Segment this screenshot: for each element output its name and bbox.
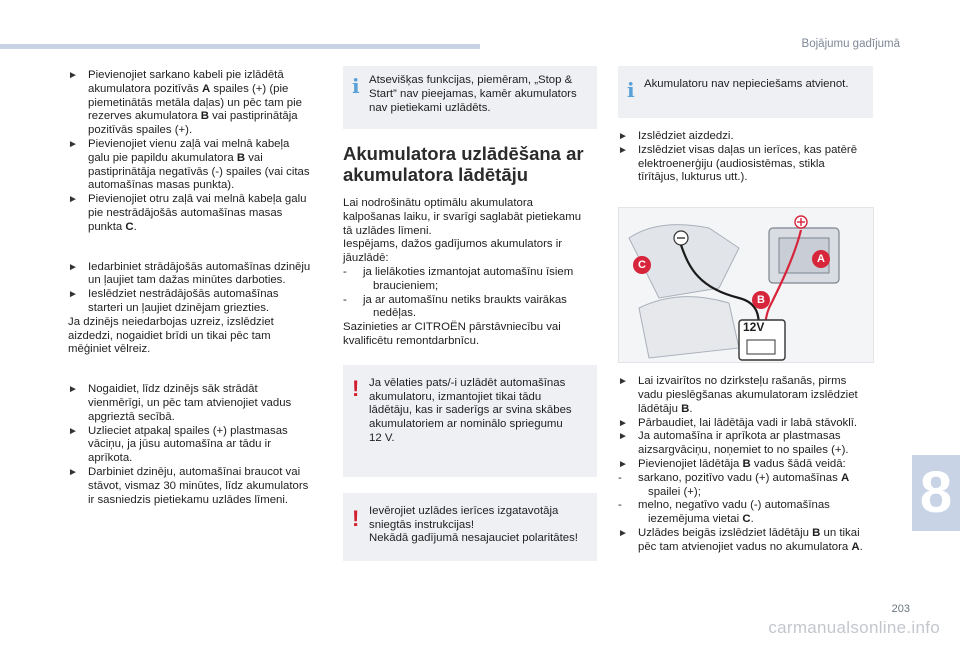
list-item: ► Lai izvairītos no dzirksteļu rašanās, pirms vadu pieslēgšanas akumulatoram izslēdziet lādētāju B.	[618, 375, 858, 415]
dash-icon: -	[618, 499, 622, 512]
list-item: - ja ar automašīnu netiks braukts vairākas nedēļas.	[343, 293, 567, 320]
list-item: ► Iedarbiniet strādājošās automašīnas dzinēju un ļaujiet tam dažas minūtes darboties.	[68, 260, 311, 287]
intro-paragraph: Lai nodrošinātu optimālu akumulatora kalpošanas laiku, ir svarīgi saglabāt pietiekamu tā uzlādes līmeni. Iespējams, dažos gadījumos akumulators ir jāuzlādē:	[343, 197, 582, 265]
section-heading: Akumulatora uzlādēšana ar akumulatora lādētāju	[343, 143, 584, 185]
list-item: ► Pievienojiet lādētāja B vadus šādā veidā: - sarkano, pozitīvo vadu (+) automašīnas A spailei (+); - melno, negatīvo vadu (-) automašīnas iezemējuma vietai C.	[618, 458, 873, 527]
dash-icon: -	[618, 471, 622, 484]
info-box-stop-start: i Atsevišķas funkcijas, piemēram, „Stop & Start” nav pieejamas, kamēr akumulators nav pietiekami uzlādēts.	[343, 66, 597, 129]
warning-box-polarity: ! Ievērojiet uzlādes ierīces izgatavotāja sniegtās instrukcijas! Nekādā gadījumā nesajauciet polaritātes!	[343, 493, 597, 561]
bullet-icon: ►	[618, 431, 628, 443]
section-title: Bojājumu gadījumā	[801, 38, 900, 50]
dash-icon: -	[343, 265, 347, 278]
page-number: 203	[891, 603, 910, 615]
bullet-icon: ►	[68, 425, 78, 437]
bullet-icon: ►	[68, 194, 78, 206]
chapter-tab: 8	[912, 455, 960, 531]
bullet-icon: ►	[68, 384, 78, 396]
dash-icon: -	[343, 293, 347, 306]
list-item: - melno, negatīvo vadu (-) automašīnas iezemējuma vietai C.	[618, 499, 830, 526]
list-item: - ja lielākoties izmantojat automašīnu īsiem braucieniem;	[343, 265, 574, 292]
column-left	[68, 69, 328, 507]
bullet-icon: ►	[618, 376, 628, 388]
list-item: ► Pievienojiet sarkano kabeli pie izlādētā akumulatora pozitīvās A spailes (+) (pie piemetinātās metāla daļas) un pēc tam pie rezerves akumulatora B vai pastiprinātāja pozitīvās spailes (+).	[68, 69, 303, 137]
contact-paragraph: Sazinieties ar CITROËN pārstāvniecību vai kvalificētu remontdarbnīcu.	[343, 321, 561, 347]
list-item: - sarkano, pozitīvo vadu (+) automašīnas A spailei (+);	[618, 471, 850, 498]
label-b-badge: B	[752, 291, 770, 309]
charger-voltage-label: 12V	[743, 320, 765, 335]
warning-icon: !	[352, 375, 360, 401]
bullet-icon: ►	[68, 70, 78, 81]
engine-bay-drawing	[619, 208, 874, 363]
bullet-icon: ►	[68, 261, 78, 273]
bullet-icon: ►	[618, 458, 628, 470]
list-item: ► Uzlādes beigās izslēdziet lādētāju B un tikai pēc tam atvienojiet vadus no akumulatora A.	[618, 526, 863, 553]
battery-charger-illustration	[618, 207, 874, 363]
list-item: ► Ieslēdziet nestrādājošās automašīnas starteri un ļaujiet dzinējam griezties.	[68, 288, 279, 314]
warning-box-charger: ! Ja vēlaties pats/-i uzlādēt automašīnas akumulatoru, izmantojiet tikai tādu lādētāju, kas ir saderīgs ar svina skābes akumulatoriem ar nominālo spriegumu 12 V.	[343, 365, 597, 477]
start-steps	[68, 261, 328, 316]
bullet-icon: ►	[68, 466, 78, 478]
bullet-icon: ►	[618, 417, 628, 429]
charging-steps	[618, 375, 873, 554]
list-item: ► Pārbaudiet, lai lādētāja vadi ir labā stāvoklī.	[618, 416, 858, 429]
list-item: ► Ja automašīna ir aprīkota ar plastmasas aizsargvāciņu, noņemiet to no spailes (+).	[618, 430, 849, 457]
label-a-badge: A	[812, 250, 830, 268]
finish-steps	[68, 383, 328, 507]
list-item: ► Izslēdziet aizdedzi.	[618, 130, 734, 142]
column-right	[618, 66, 873, 555]
list-item: ► Pievienojiet otru zaļā vai melnā kabeļa galu pie nestrādājošās automašīnas masas punkta C.	[68, 193, 307, 233]
list-item: ► Izslēdziet visas daļas un ierīces, kas patērē elektroenerģiju (audiosistēmas, stikla tīrītājus, lukturus utt.).	[618, 143, 858, 184]
list-item: ► Uzlieciet atpakaļ spailes (+) plastmasas vāciņu, ja jūsu automašīna ar tādu ir aprīkota.	[68, 424, 288, 465]
info-icon: i	[352, 74, 360, 98]
column-middle	[343, 66, 597, 561]
bullet-icon: ►	[618, 131, 628, 142]
list-item: ► Darbiniet dzinēju, automašīnai braucot vai stāvot, vismaz 30 minūtes, līdz akumulators ir sasniedzis pietiekamu uzlādes līmeni.	[68, 465, 309, 506]
connection-steps	[68, 69, 328, 235]
header-accent-bar	[0, 44, 480, 49]
info-box-disconnect: i Akumulatoru nav nepieciešams atvienot.	[618, 66, 873, 118]
info-icon: i	[627, 78, 635, 102]
list-item: ► Nogaidiet, līdz dzinējs sāk strādāt vienmērīgi, un pēc tam atvienojiet vadus apgrieztā secībā.	[68, 383, 292, 423]
retry-note: Ja dzinējs neiedarbojas uzreiz, izslēdziet aizdedzi, nogaidiet brīdi un tikai pēc tam mēģiniet vēlreiz.	[68, 315, 274, 356]
watermark: carmanualsonline.info	[768, 618, 940, 637]
list-item: ► Pievienojiet vienu zaļā vai melnā kabeļa galu pie papildu akumulatora B vai pastiprinātāja negatīvās (-) spailes (vai citas automašīnas masas punkta).	[68, 137, 310, 192]
bullet-icon: ►	[618, 527, 628, 539]
prep-steps	[618, 130, 873, 185]
charging-cases	[343, 266, 597, 321]
label-c-badge: C	[633, 256, 651, 274]
warning-icon: !	[352, 505, 360, 531]
cable-connection-list	[618, 472, 873, 527]
bullet-icon: ►	[618, 144, 628, 156]
bullet-icon: ►	[68, 289, 78, 301]
bullet-icon: ►	[68, 138, 78, 150]
